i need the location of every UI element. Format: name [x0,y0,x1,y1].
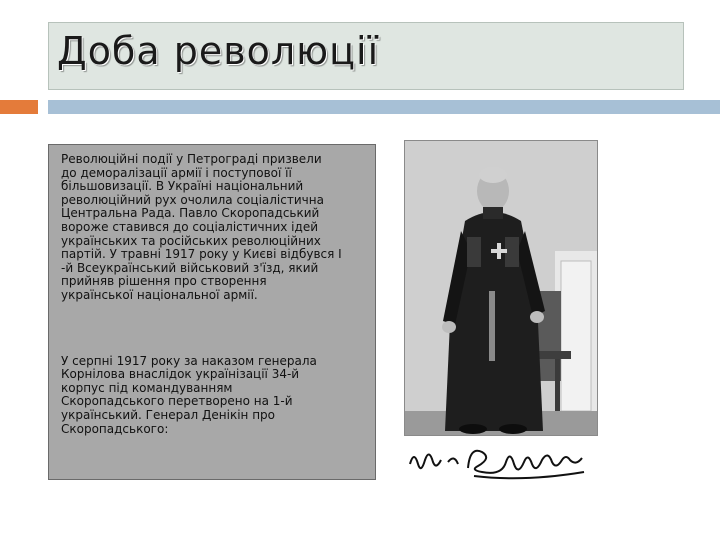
accent-bar-blue [48,100,720,114]
paragraph-2: У серпні 1917 року за наказом генерала Корнілова внаслідок українізації 34-й корпус під командуванням Скоропадського перетворено на 1-й український. Генерал Денікін про Скоропадського: [61,353,317,436]
accent-bar-orange [0,100,38,114]
slide-title: Доба революції [57,29,380,73]
text-box [48,144,376,480]
handwritten-signature [404,440,600,488]
title-box [48,22,684,90]
portrait-photo [404,140,598,436]
paragraph-1: Революційні події у Петрограді призвели до деморалізації армії і поступової її більшовизації. В Україні національний революційний рух очолила соціалістична Центральна Рада. Павло Скоропадський вороже ставився до соціалістичних ідей українських та російських революційних партій. У травні 1917 року у Києві відбувся І -й Всеукраїнський військовий з'їзд, який прийняв рішення про створення української національної армії. [61,152,342,302]
